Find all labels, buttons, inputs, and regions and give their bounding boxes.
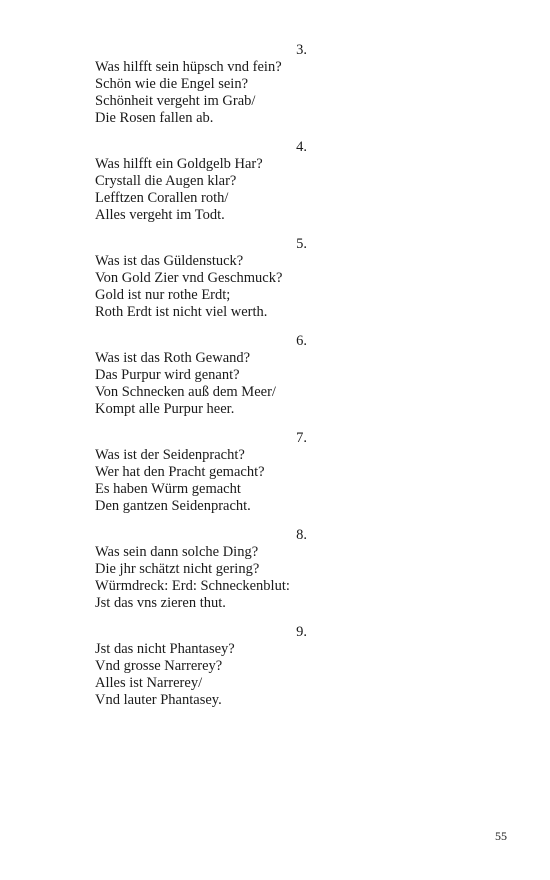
verse-line: Das Purpur wird genant? [95,367,240,383]
verse-line: Vnd grosse Narrerey? [95,658,223,674]
verse-line: Die jhr schätzt nicht gering? [95,561,260,577]
verse-line: Was hilfft sein hüpsch vnd fein? [95,59,282,75]
verse-line: Was ist der Seidenpracht? [95,447,245,463]
verse-line: Was sein dann solche Ding? [95,544,259,560]
verse-line: Es haben Würm gemacht [95,481,241,497]
verse-line: Schön wie die Engel sein? [95,76,249,92]
stanza-number: 3. [296,42,307,58]
verse-line: Alles ist Narrerey/ [95,675,203,691]
verse-line: Würmdreck: Erd: Schneckenblut: [95,578,290,594]
verse-line: Den gantzen Seidenpracht. [95,498,251,514]
verse-line: Was ist das Roth Gewand? [95,350,251,366]
verse-line: Roth Erdt ist nicht viel werth. [95,304,268,320]
poem [95,42,335,721]
stanza [95,624,335,709]
verse-line: Von Schnecken auß dem Meer/ [95,384,276,400]
verse-line: Lefftzen Corallen roth/ [95,190,229,206]
stanza [95,236,335,321]
stanza [95,527,335,612]
stanza [95,139,335,224]
stanza [95,333,335,418]
verse-line: Was hilfft ein Goldgelb Har? [95,156,263,172]
verse-line: Was ist das Güldenstuck? [95,253,244,269]
verse-line: Alles vergeht im Todt. [95,207,225,223]
stanza-number: 7. [296,430,307,446]
stanza-number: 9. [296,624,307,640]
stanza [95,42,335,127]
verse-line: Von Gold Zier vnd Geschmuck? [95,270,283,286]
verse-line: Kompt alle Purpur heer. [95,401,235,417]
stanza [95,430,335,515]
verse-line: Schönheit vergeht im Grab/ [95,93,256,109]
stanza-number: 5. [296,236,307,252]
verse-line: Jst das nicht Phantasey? [95,641,235,657]
stanza-number: 6. [296,333,307,349]
verse-line: Gold ist nur rothe Erdt; [95,287,231,303]
verse-line: Jst das vns zieren thut. [95,595,226,611]
verse-line: Crystall die Augen klar? [95,173,237,189]
stanza-number: 4. [296,139,307,155]
stanza-number: 8. [296,527,307,543]
page-number: 55 [495,829,507,843]
verse-line: Wer hat den Pracht gemacht? [95,464,265,480]
verse-line: Die Rosen fallen ab. [95,110,214,126]
verse-line: Vnd lauter Phantasey. [95,692,222,708]
